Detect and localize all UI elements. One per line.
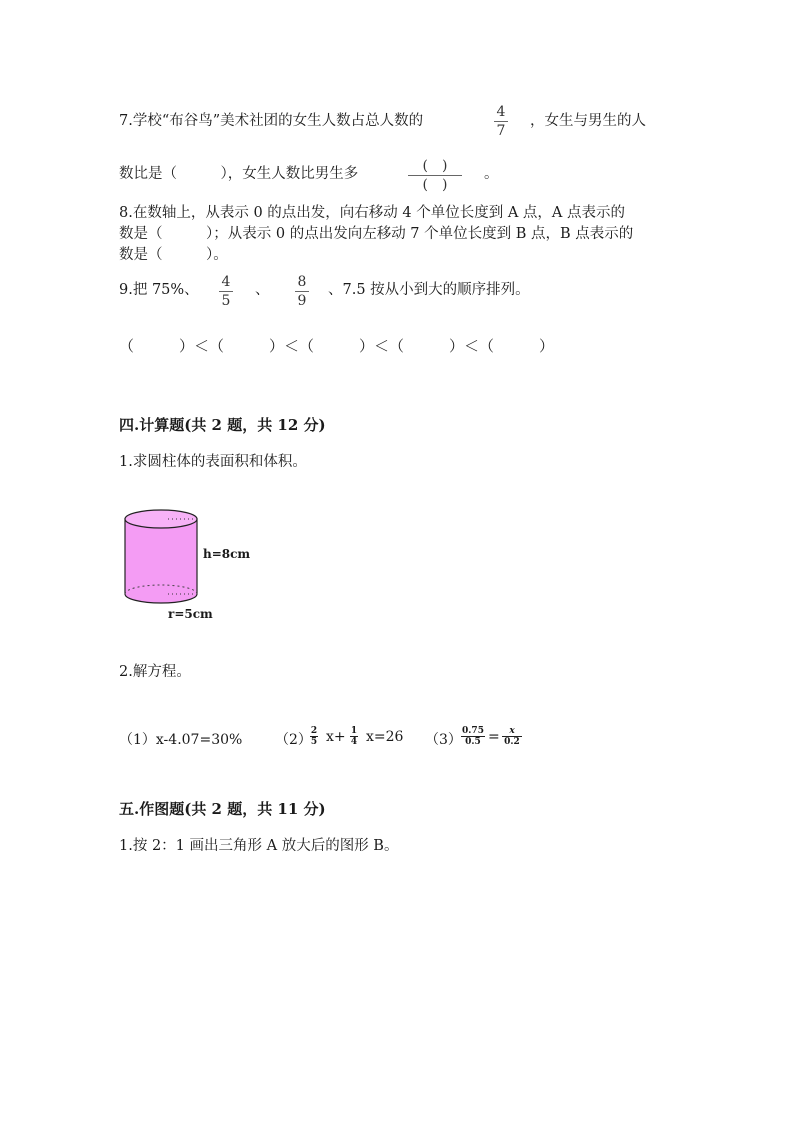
cylinder-radius-label: r=5cm — [168, 607, 213, 621]
section4-q2: 2.解方程。 — [119, 664, 191, 680]
equation-3-prefix: （3） — [425, 732, 462, 748]
equation-2-fraction-2 — [350, 726, 358, 747]
q9-fraction-2-numerator: 8 — [297, 274, 307, 290]
equation-3-equals: = — [488, 729, 500, 745]
q7-line2-a: 数比是（ ），女生人数比男生多 — [119, 166, 359, 182]
q7-fraction-numerator: 4 — [496, 104, 506, 120]
fraction-bar — [219, 291, 233, 292]
equation-3-right-numerator: x — [509, 726, 515, 736]
q7-line1-a: 7.学校“布谷鸟”美术社团的女生人数占总人数的 — [119, 113, 424, 129]
equation-2-fraction-1 — [310, 726, 318, 747]
fraction-bar — [295, 291, 309, 292]
q9-part-b: 、7.5 按从小到大的顺序排列。 — [328, 282, 530, 298]
section5-title: 五.作图题(共 2 题，共 11 分) — [119, 800, 326, 818]
q9-fraction-1 — [219, 274, 233, 309]
equation-3-right-fraction — [502, 726, 522, 747]
q9-fraction-1-denominator: 5 — [221, 293, 231, 309]
q7-line1-b: ，女生与男生的人 — [530, 113, 646, 129]
section4-title: 四.计算题(共 2 题，共 12 分) — [119, 416, 326, 434]
fraction-bar — [494, 121, 508, 122]
equation-3-right-denominator: 0.2 — [504, 737, 520, 747]
cylinder-body — [125, 519, 197, 603]
q9-fraction-2-denominator: 9 — [297, 293, 307, 309]
section4-q1: 1.求圆柱体的表面积和体积。 — [119, 454, 307, 470]
q7-line2-b: 。 — [484, 166, 499, 182]
cylinder-height-label: h=8cm — [203, 547, 251, 561]
q7-blank-numerator: ( ) — [422, 158, 448, 174]
equation-2-fraction-1-numerator: 2 — [310, 726, 318, 736]
equation-2-fraction-2-numerator: 1 — [350, 726, 358, 736]
q7-fraction — [494, 104, 508, 139]
q8-line1: 8.在数轴上，从表示 0 的点出发，向右移动 4 个单位长度到 A 点，A 点表示的 — [119, 205, 625, 221]
equation-2-fraction-2-denominator: 4 — [350, 737, 358, 747]
equation-3-left-fraction — [461, 726, 485, 747]
q9-separator: 、 — [255, 282, 270, 298]
equation-3-left-denominator: 0.5 — [465, 737, 481, 747]
equation-2-mid: x+ — [326, 729, 346, 745]
q9-order-blanks[interactable]: （ ）＜（ ）＜（ ）＜（ ）＜（ ） — [119, 337, 555, 355]
q8-line2: 数是（ ）；从表示 0 的点出发向左移动 7 个单位长度到 B 点，B 点表示的 — [119, 226, 634, 242]
equation-2-suffix: x=26 — [366, 729, 404, 745]
q7-blank-denominator: ( ) — [422, 177, 448, 193]
equation-2-prefix: （2） — [275, 732, 312, 748]
q9-fraction-2 — [295, 274, 309, 309]
q9-part-a: 9.把 75%、 — [119, 282, 199, 298]
fraction-bar — [408, 175, 462, 176]
equation-3-left-numerator: 0.75 — [462, 726, 484, 736]
equation-2-fraction-1-denominator: 5 — [310, 737, 318, 747]
cylinder-top — [125, 510, 197, 528]
equation-1: （1）x-4.07=30% — [119, 732, 243, 748]
q9-fraction-1-numerator: 4 — [221, 274, 231, 290]
section5-q1: 1.按 2：1 画出三角形 A 放大后的图形 B。 — [119, 838, 399, 854]
q8-line3: 数是（ ）。 — [119, 247, 228, 263]
q7-blank-fraction[interactable] — [408, 158, 462, 193]
q7-fraction-denominator: 7 — [496, 123, 506, 139]
